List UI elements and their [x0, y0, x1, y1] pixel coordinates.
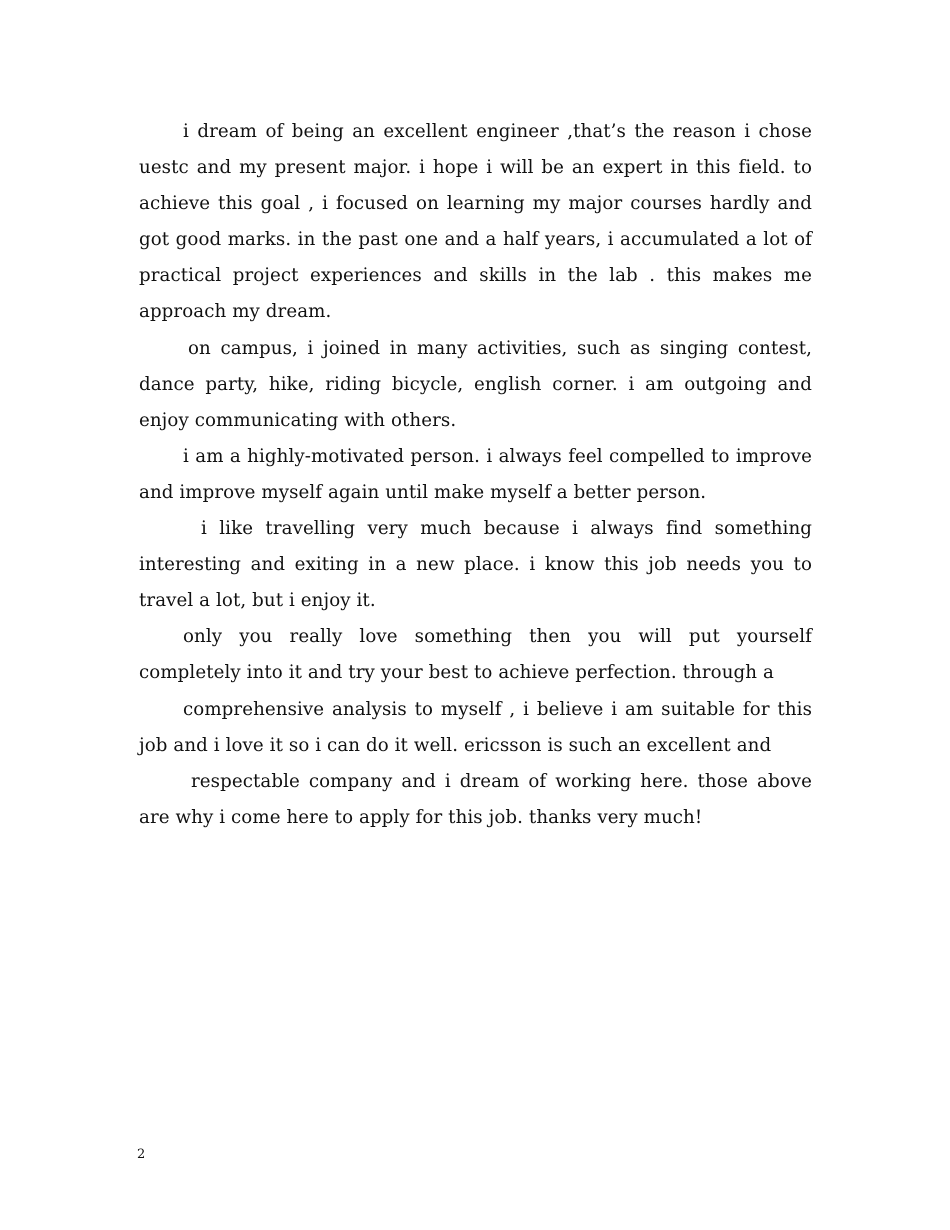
paragraph-love-work: only you really love something then you will put yourself completely into it and try your best to achieve perfection. through a	[139, 626, 812, 684]
document-body	[139, 114, 812, 836]
paragraph-motivation: i am a highly-motivated person. i always feel compelled to improve and improve myself again until make myself a better person.	[139, 445, 812, 503]
paragraph-company: respectable company and i dream of working here. those above are why i come here to apply for this job. thanks very much!	[139, 770, 812, 828]
paragraph-travel: i like travelling very much because i always find something interesting and exiting in a new place. i know this job needs you to travel a lot, but i enjoy it.	[139, 518, 812, 612]
page-number: 2	[137, 1147, 146, 1162]
paragraph-campus: on campus, i joined in many activities, such as singing contest, dance party, hike, riding bicycle, english corner. i am outgoing and enjoy communicating with others.	[139, 337, 812, 431]
paragraph-dream: i dream of being an excellent engineer ,that’s the reason i chose uestc and my present major. i hope i will be an expert in this field. to achieve this goal , i focused on learning my major courses hardly and got good marks. in the past one and a half years, i accumulated a lot of practical project experiences and skills in the lab . this makes me approach my dream.	[139, 121, 812, 323]
paragraph-analysis: comprehensive analysis to myself , i believe i am suitable for this job and i love it so i can do it well. ericsson is such an excellent and	[139, 698, 812, 756]
